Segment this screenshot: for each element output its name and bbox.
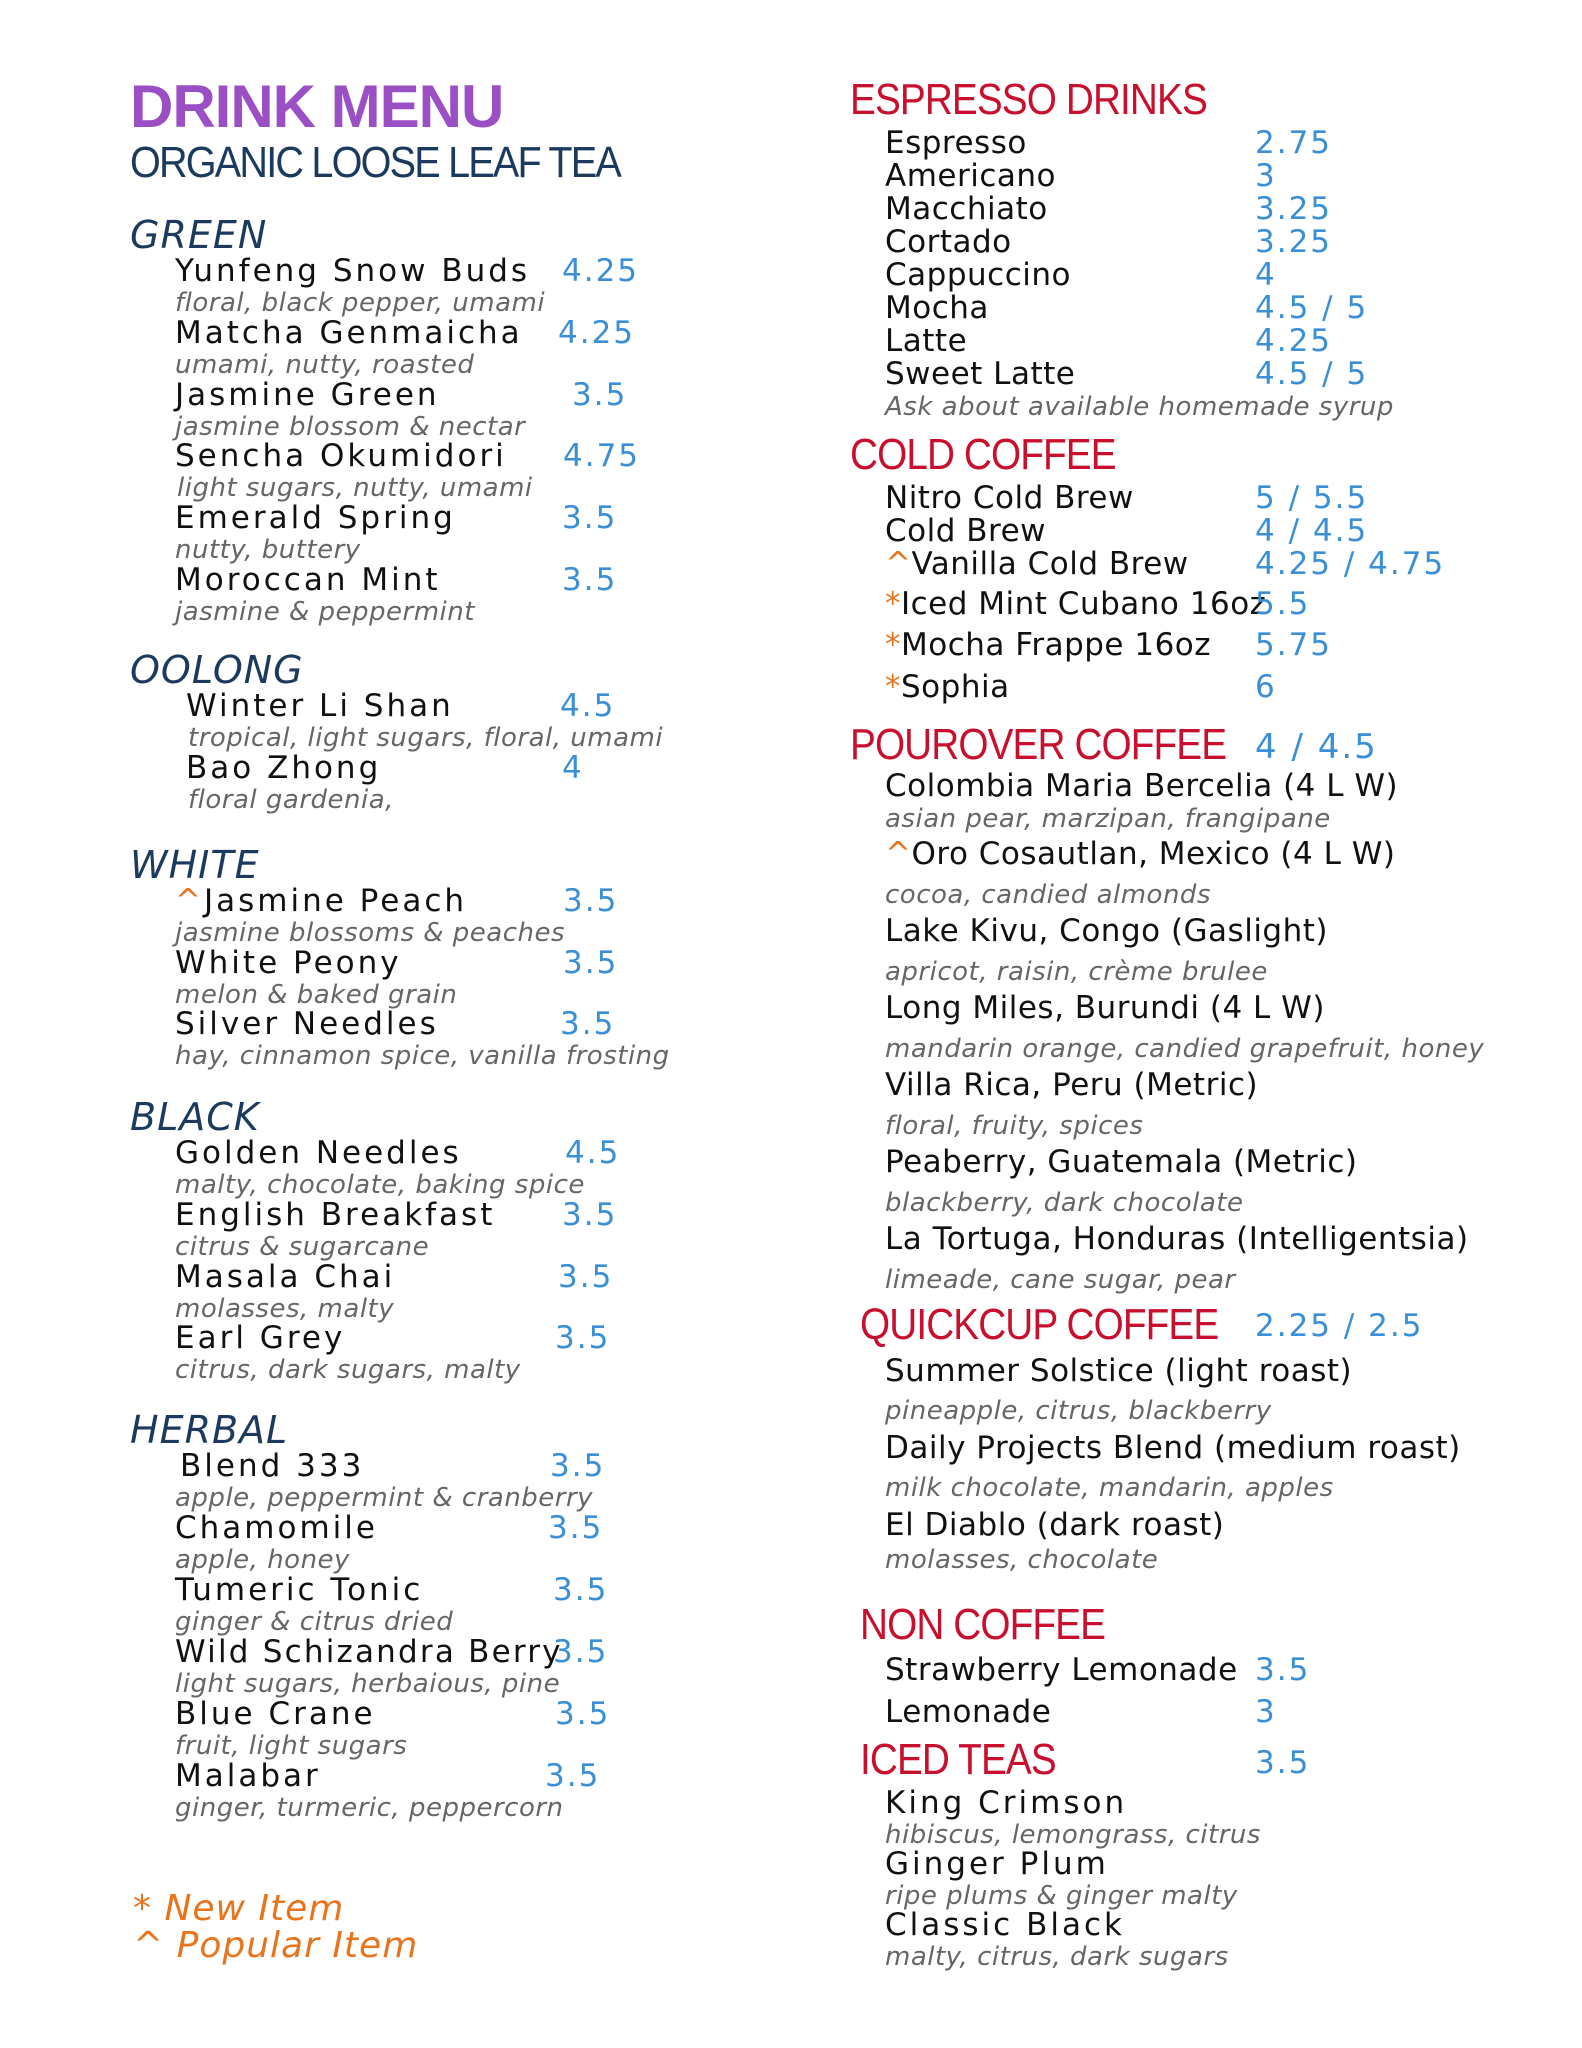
item-name: Villa Rica, Peru (Metric) [885, 1067, 1259, 1103]
item-notes: pineapple, citrus, blackberry [885, 1396, 1272, 1426]
item-name: Sweet Latte [885, 356, 1076, 392]
item-name: Oro Cosautlan, Mexico (4 L W) [911, 836, 1396, 872]
item-notes: apple, peppermint & cranberry [175, 1483, 594, 1513]
item-price: 3 [1255, 158, 1277, 194]
item-notes: jasmine blossoms & peaches [175, 918, 566, 948]
item-name: Masala Chai [175, 1259, 396, 1295]
item-name: Summer Solstice (light roast) [885, 1353, 1353, 1389]
item-name-row [885, 836, 1395, 872]
item-notes: apple, honey [175, 1545, 350, 1575]
item-name: Bao Zhong [186, 750, 382, 786]
item-price: 3.5 [553, 1634, 609, 1670]
item-name: Sophia [901, 669, 1010, 705]
item-name: Wild Schizandra Berry [175, 1634, 563, 1670]
item-notes: blackberry, dark chocolate [885, 1188, 1244, 1218]
item-name: La Tortuga, Honduras (Intelligentsia) [885, 1221, 1469, 1257]
item-price: 4.75 [563, 438, 641, 474]
item-name: Mocha [885, 290, 989, 326]
item-name: Peaberry, Guatemala (Metric) [885, 1144, 1358, 1180]
item-price: 4.25 / 4.75 [1255, 546, 1446, 582]
item-price: 3.5 [562, 1197, 618, 1233]
item-price: 3 [1255, 1694, 1277, 1730]
item-name: Yunfeng Snow Buds [175, 253, 531, 289]
item-name: Iced Mint Cubano 16oz [901, 586, 1267, 622]
item-notes: malty, chocolate, baking spice [175, 1170, 585, 1200]
menu-subtitle: ORGANIC LOOSE LEAF TEA [130, 138, 621, 187]
section-heading-iced-teas: ICED TEAS [860, 1735, 1056, 1784]
item-name: Matcha Genmaicha [175, 315, 523, 351]
item-price: 3.25 [1255, 191, 1333, 227]
item-price: 2.75 [1255, 125, 1333, 161]
item-price: 4.5 / 5 [1255, 356, 1369, 392]
item-name: White Peony [175, 945, 402, 981]
item-name: Strawberry Lemonade [885, 1652, 1238, 1688]
item-name: Mocha Frappe 16oz [901, 627, 1212, 663]
item-price: 3.5 [563, 883, 619, 919]
popular-marker: ^ [885, 836, 912, 872]
section-heading-herbal: HERBAL [130, 1408, 289, 1452]
item-price: 3.25 [1255, 224, 1333, 260]
item-notes: hay, cinnamon spice, vanilla frosting [175, 1041, 670, 1071]
item-name: Vanilla Cold Brew [911, 546, 1189, 582]
item-notes: hibiscus, lemongrass, citrus [885, 1820, 1261, 1850]
item-notes: jasmine blossom & nectar [175, 412, 526, 442]
item-notes: tropical, light sugars, floral, umami [188, 723, 664, 753]
item-name: English Breakfast [175, 1197, 496, 1233]
item-price: 3.5 [563, 945, 619, 981]
item-price: 4.5 [560, 688, 616, 724]
item-price: 4 [1255, 257, 1277, 293]
legend-new-item: * New Item [133, 1888, 345, 1929]
new-marker: * [885, 586, 901, 622]
item-notes: light sugars, herbaious, pine [175, 1669, 561, 1699]
iced-teas-price: 3.5 [1255, 1745, 1311, 1781]
section-heading-non-coffee: NON COFFEE [860, 1600, 1106, 1649]
item-name: Americano [885, 158, 1056, 194]
item-notes: milk chocolate, mandarin, apples [885, 1473, 1334, 1503]
item-name: Malabar [175, 1758, 321, 1794]
item-price: 5.5 [1255, 586, 1311, 622]
item-notes: fruit, light sugars [175, 1731, 408, 1761]
item-name: Blue Crane [175, 1696, 376, 1732]
item-name: Tumeric Tonic [175, 1572, 424, 1608]
popular-marker: ^ [175, 883, 204, 919]
item-name-row [885, 480, 1134, 516]
item-price: 3.5 [548, 1510, 604, 1546]
item-price: 5 / 5.5 [1255, 480, 1369, 516]
item-name-row [175, 883, 467, 919]
item-price: 3.5 [545, 1758, 601, 1794]
item-price: 3.5 [555, 1320, 611, 1356]
item-name: Sencha Okumidori [175, 438, 507, 474]
section-heading-black: BLACK [130, 1095, 260, 1139]
item-notes: apricot, raisin, crème brulee [885, 957, 1268, 987]
item-name-row [885, 513, 1046, 549]
item-price: 3.5 [562, 500, 618, 536]
item-price: 6 [1255, 669, 1277, 705]
item-name: Winter Li Shan [186, 688, 454, 724]
item-name: Ginger Plum [885, 1846, 1109, 1882]
item-name: Blend 333 [180, 1448, 365, 1484]
item-name-row [885, 546, 1189, 582]
item-notes: jasmine & peppermint [175, 597, 475, 627]
item-name: Golden Needles [175, 1135, 462, 1171]
item-notes: floral gardenia, [188, 785, 394, 815]
item-price: 4.25 [1255, 323, 1333, 359]
item-name: Daily Projects Blend (medium roast) [885, 1430, 1461, 1466]
item-name: El Diablo (dark roast) [885, 1507, 1225, 1543]
item-price: 4.5 [565, 1135, 621, 1171]
item-notes: umami, nutty, roasted [175, 350, 475, 380]
popular-marker: ^ [885, 546, 912, 582]
item-notes: melon & baked grain [175, 980, 458, 1010]
item-name: Lemonade [885, 1694, 1052, 1730]
item-price: 4 / 4.5 [1255, 513, 1369, 549]
quickcup-price: 2.25 / 2.5 [1255, 1308, 1424, 1344]
syrup-note: Ask about available homemade syrup [885, 392, 1394, 422]
item-name-row [885, 669, 1010, 705]
item-name: Emerald Spring [175, 500, 456, 536]
item-name: Jasmine Peach [203, 883, 468, 919]
item-notes: nutty, buttery [175, 535, 361, 565]
section-heading-quickcup: QUICKCUP COFFEE [860, 1300, 1219, 1349]
item-price: 5.75 [1255, 627, 1333, 663]
item-name: Earl Grey [175, 1320, 346, 1356]
section-heading-green: GREEN [130, 213, 268, 257]
item-name: Cortado [885, 224, 1012, 260]
item-notes: citrus & sugarcane [175, 1232, 430, 1262]
item-notes: malty, citrus, dark sugars [885, 1942, 1229, 1972]
item-notes: floral, fruity, spices [885, 1111, 1144, 1141]
item-name-row [885, 586, 1266, 622]
item-notes: limeade, cane sugar, pear [885, 1265, 1236, 1295]
item-name: Latte [885, 323, 968, 359]
item-price: 3.5 [553, 1572, 609, 1608]
item-name: Cappuccino [885, 257, 1071, 293]
item-notes: molasses, chocolate [885, 1545, 1159, 1575]
new-marker: * [885, 627, 901, 663]
item-name: Jasmine Green [175, 377, 440, 413]
item-notes: molasses, malty [175, 1294, 395, 1324]
item-notes: mandarin orange, candied grapefruit, honey [885, 1034, 1485, 1064]
item-name: Chamomile [175, 1510, 378, 1546]
item-name: Nitro Cold Brew [885, 480, 1134, 516]
item-name: Cold Brew [885, 513, 1047, 549]
item-price: 4.25 [558, 315, 636, 351]
item-name: Silver Needles [175, 1006, 439, 1042]
item-price: 4 [562, 750, 584, 786]
item-name: Classic Black [885, 1907, 1125, 1943]
item-price: 4.5 / 5 [1255, 290, 1369, 326]
item-price: 3.5 [550, 1448, 606, 1484]
section-heading-espresso: ESPRESSO DRINKS [850, 75, 1207, 124]
item-price: 3.5 [558, 1259, 614, 1295]
section-heading-white: WHITE [130, 843, 260, 887]
item-price: 3.5 [562, 562, 618, 598]
item-notes: ginger & citrus dried [175, 1607, 454, 1637]
item-name: Long Miles, Burundi (4 L W) [885, 990, 1325, 1026]
new-marker: * [885, 669, 901, 705]
item-price: 3.5 [1255, 1652, 1311, 1688]
item-name: Macchiato [885, 191, 1048, 227]
item-notes: floral, black pepper, umami [175, 288, 546, 318]
item-notes: asian pear, marzipan, frangipane [885, 804, 1331, 834]
item-price: 3.5 [555, 1696, 611, 1732]
item-price: 4.25 [562, 253, 640, 289]
pourover-price: 4 / 4.5 [1255, 727, 1378, 767]
item-price: 3.5 [572, 377, 628, 413]
item-name-row [885, 627, 1211, 663]
item-name: Colombia Maria Bercelia (4 L W) [885, 768, 1399, 804]
item-notes: citrus, dark sugars, malty [175, 1355, 521, 1385]
section-heading-cold-coffee: COLD COFFEE [850, 430, 1116, 479]
menu-title: DRINK MENU [130, 73, 504, 140]
item-notes: ripe plums & ginger malty [885, 1881, 1238, 1911]
section-heading-pourover: POUROVER COFFEE [850, 720, 1227, 769]
item-name: Lake Kivu, Congo (Gaslight) [885, 913, 1329, 949]
section-heading-oolong: OOLONG [130, 648, 304, 692]
legend-popular-item: ^ Popular Item [133, 1925, 419, 1966]
item-price: 3.5 [560, 1006, 616, 1042]
item-name: Espresso [885, 125, 1027, 161]
item-notes: ginger, turmeric, peppercorn [175, 1793, 564, 1823]
item-notes: light sugars, nutty, umami [177, 473, 533, 503]
item-name: Moroccan Mint [175, 562, 441, 598]
item-name: King Crimson [885, 1785, 1128, 1821]
item-notes: cocoa, candied almonds [885, 880, 1211, 910]
